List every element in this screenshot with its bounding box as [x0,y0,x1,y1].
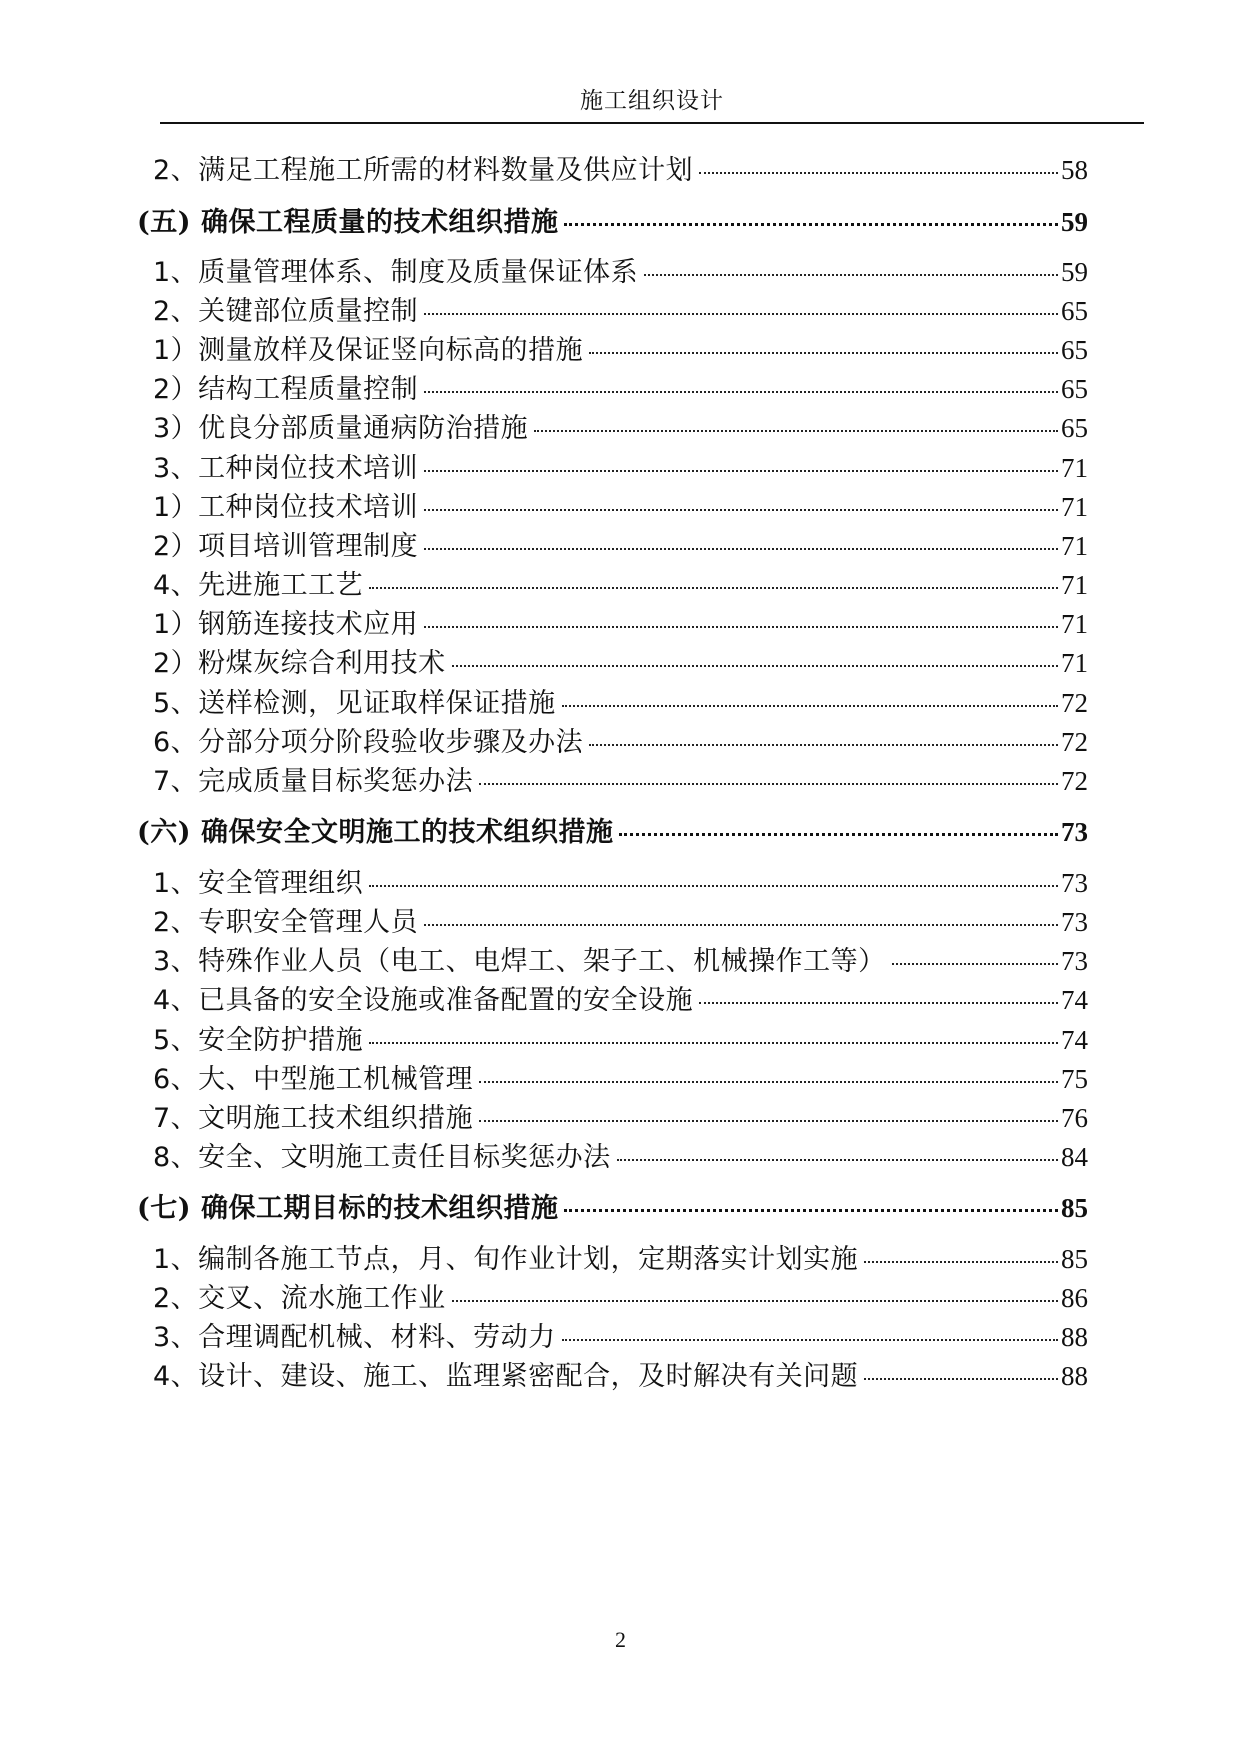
toc-entry-page: 71 [1061,492,1088,522]
toc-entry-title: 1、编制各施工节点，月、旬作业计划，定期落实计划实施 [153,1244,859,1275]
toc-entry-title: 5、送样检测，见证取样保证措施 [153,688,556,719]
toc-entry[interactable] [153,291,1088,331]
toc-entry[interactable] [153,941,1088,981]
toc-entry-title: 7、完成质量目标奖惩办法 [153,766,474,797]
toc-dot-leader [562,705,1058,707]
toc-entry-title: 1、安全管理组织 [153,868,364,899]
toc-dot-leader [864,1261,1058,1263]
toc-entry-page: 71 [1061,570,1088,600]
toc-entry-title: 1）工种岗位技术培训 [153,492,419,523]
toc-entry[interactable] [153,252,1088,292]
toc-entry[interactable] [153,330,1088,370]
toc-entry-page: 76 [1061,1103,1088,1133]
toc-entry-title: (五) 确保工程质量的技术组织措施 [137,207,559,238]
toc-entry-page: 59 [1061,207,1088,237]
toc-entry[interactable] [153,1278,1088,1318]
toc-entry[interactable] [153,526,1088,566]
toc-section-heading[interactable] [137,1188,1088,1228]
toc-entry-page: 74 [1061,1025,1088,1055]
toc-entry-page: 73 [1061,946,1088,976]
toc-entry-title: 1、质量管理体系、制度及质量保证体系 [153,257,639,288]
toc-entry-title: 2）结构工程质量控制 [153,374,419,405]
toc-entry-title: 2）项目培训管理制度 [153,531,419,562]
toc-entry[interactable] [153,1356,1088,1396]
toc-dot-leader [452,665,1058,667]
toc-entry[interactable] [153,369,1088,409]
toc-entry[interactable] [153,604,1088,644]
toc-entry-page: 84 [1061,1142,1088,1172]
toc-dot-leader [589,744,1058,746]
toc-entry[interactable] [153,150,1088,190]
toc-dot-leader [589,352,1058,354]
toc-entry-page: 65 [1061,296,1088,326]
toc-entry-title: 3）优良分部质量通病防治措施 [153,413,529,444]
toc-entry[interactable] [153,761,1088,801]
toc-entry-page: 71 [1061,648,1088,678]
toc-dot-leader [892,963,1058,965]
toc-entry[interactable] [153,1059,1088,1099]
toc-dot-leader [479,783,1058,785]
toc-entry[interactable] [153,1239,1088,1279]
toc-dot-leader [369,885,1058,887]
toc-dot-leader [617,1159,1058,1161]
toc-entry-title: 6、大、中型施工机械管理 [153,1064,474,1095]
toc-entry-title: 2）粉煤灰综合利用技术 [153,648,446,679]
toc-entry-page: 74 [1061,985,1088,1015]
toc-entry-page: 75 [1061,1064,1088,1094]
toc-dot-leader [699,172,1058,174]
toc-dot-leader [479,1081,1058,1083]
toc-entry-title: 2、满足工程施工所需的材料数量及供应计划 [153,155,694,186]
page-number: 2 [615,1627,626,1652]
toc-entry[interactable] [153,902,1088,942]
toc-entry[interactable] [153,722,1088,762]
toc-entry-page: 85 [1061,1193,1088,1223]
toc-entry-page: 73 [1061,907,1088,937]
toc-entry-title: 2、交叉、流水施工作业 [153,1283,446,1314]
toc-dot-leader [369,1042,1058,1044]
toc-entry-page: 72 [1061,727,1088,757]
toc-entry-title: (七) 确保工期目标的技术组织措施 [137,1193,559,1224]
toc-entry-page: 71 [1061,453,1088,483]
toc-dot-leader [864,1378,1058,1380]
toc-entry[interactable] [153,1317,1088,1357]
toc-entry-page: 65 [1061,413,1088,443]
toc-dot-leader [479,1120,1058,1122]
toc-dot-leader [424,509,1058,511]
toc-entry-title: (六) 确保安全文明施工的技术组织措施 [137,817,614,848]
toc-dot-leader [534,430,1058,432]
toc-entry-title: 3、合理调配机械、材料、劳动力 [153,1322,556,1353]
toc-entry[interactable] [153,683,1088,723]
toc-entry-page: 85 [1061,1244,1088,1274]
toc-entry-page: 72 [1061,688,1088,718]
toc-entry[interactable] [153,863,1088,903]
toc-dot-leader [424,924,1058,926]
toc-entry-title: 4、已具备的安全设施或准备配置的安全设施 [153,985,694,1016]
toc-dot-leader [699,1002,1058,1004]
toc-entry[interactable] [153,1098,1088,1138]
toc-dot-leader [619,833,1058,836]
toc-entry[interactable] [153,980,1088,1020]
toc-entry-title: 4、先进施工工艺 [153,570,364,601]
toc-section-heading[interactable] [137,812,1088,852]
toc-entry-title: 3、特殊作业人员（电工、电焊工、架子工、机械操作工等） [153,946,886,977]
toc-entry-page: 71 [1061,531,1088,561]
toc-entry-title: 2、关键部位质量控制 [153,296,419,327]
toc-entry-title: 4、设计、建设、施工、监理紧密配合，及时解决有关问题 [153,1361,859,1392]
toc-entry[interactable] [153,1020,1088,1060]
toc-dot-leader [424,470,1058,472]
toc-section-heading[interactable] [137,202,1088,242]
toc-entry[interactable] [153,565,1088,605]
toc-dot-leader [424,313,1058,315]
toc-dot-leader [562,1339,1058,1341]
toc-entry[interactable] [153,448,1088,488]
toc-entry-page: 72 [1061,766,1088,796]
toc-entry-page: 88 [1061,1322,1088,1352]
toc-entry-title: 6、分部分项分阶段验收步骤及办法 [153,727,584,758]
toc-entry-title: 8、安全、文明施工责任目标奖惩办法 [153,1142,611,1173]
toc-dot-leader [644,274,1058,276]
toc-dot-leader [452,1300,1058,1302]
toc-dot-leader [424,391,1058,393]
toc-dot-leader [369,587,1058,589]
toc-dot-leader [424,626,1058,628]
toc-dot-leader [564,223,1058,226]
toc-entry-title: 2、专职安全管理人员 [153,907,419,938]
toc-entry[interactable] [153,487,1088,527]
toc-entry[interactable] [153,1137,1088,1177]
toc-entry-page: 58 [1061,155,1088,185]
toc-entry[interactable] [153,408,1088,448]
toc-entry-page: 86 [1061,1283,1088,1313]
toc-entry-page: 73 [1061,817,1088,847]
toc-entry-page: 65 [1061,374,1088,404]
page-header: 施工组织设计 [580,88,724,114]
toc-entry-page: 73 [1061,868,1088,898]
toc-entry-title: 7、文明施工技术组织措施 [153,1103,474,1134]
toc-entry-page: 65 [1061,335,1088,365]
toc-entry-title: 1）测量放样及保证竖向标高的措施 [153,335,584,366]
toc-entry-page: 71 [1061,609,1088,639]
toc-entry-page: 88 [1061,1361,1088,1391]
toc-dot-leader [564,1209,1058,1212]
toc-entry-title: 3、工种岗位技术培训 [153,453,419,484]
toc-dot-leader [424,548,1058,550]
toc-entry-title: 5、安全防护措施 [153,1025,364,1056]
toc-entry-page: 59 [1061,257,1088,287]
toc-entry[interactable] [153,643,1088,683]
toc-entry-title: 1）钢筋连接技术应用 [153,609,419,640]
